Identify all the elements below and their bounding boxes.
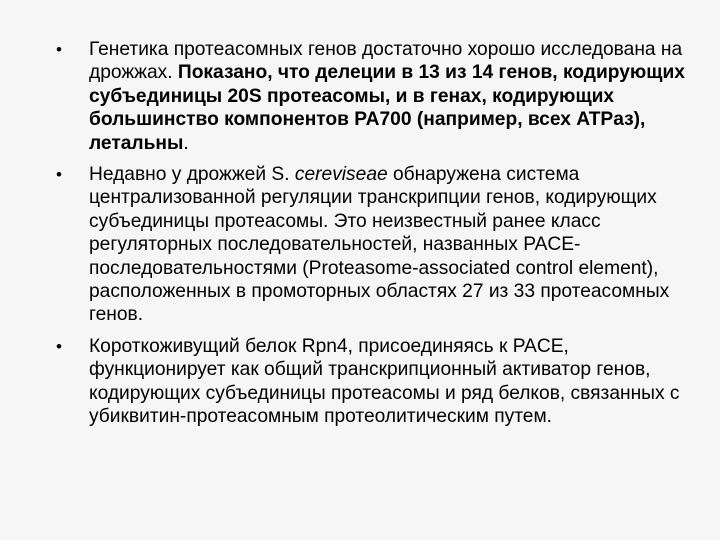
text-segment: Короткоживущий белок Rpn4, присоединяясь к PACE, функционирует как общий транскрипционный активатор генов, кодирующих субъединицы протеасомы и ряд белков, связанных с убиквитин-протеасомным протеолитическим путем. <box>89 335 680 428</box>
bullet-item <box>54 163 694 327</box>
bullet-marker: • <box>56 336 62 356</box>
italic-text-segment: cereviseae <box>294 164 388 186</box>
bullet-marker: • <box>56 40 62 59</box>
bullet-marker: • <box>56 165 62 185</box>
text-segment: Генетика протеасомных генов достаточно хорошо исследована на дрожжах. <box>89 39 683 84</box>
bullet-item <box>54 335 694 429</box>
text-segment: Недавно у дрожжей S. <box>89 164 295 186</box>
bullet-item <box>54 38 694 155</box>
bold-text-segment: Показано, что делеции в 13 из 14 генов, кодирующих субъединицы 20S протеасомы, и в генах, кодирующих большинство компонентов PA700 (например, всех ATPаз), летальны <box>89 62 685 154</box>
bullet-list <box>54 38 694 437</box>
text-segment: обнаружена система централизованной регуляции транскрипции генов, кодирующих субъединицы протеасомы. Это неизвестный ранее класс регуляторных последовательностей, названных PACE-последовательностями (Proteasome-associated control element), расположенных в промоторных областях 27 из 33 протеасомных генов. <box>89 164 670 326</box>
text-segment: . <box>183 132 189 154</box>
